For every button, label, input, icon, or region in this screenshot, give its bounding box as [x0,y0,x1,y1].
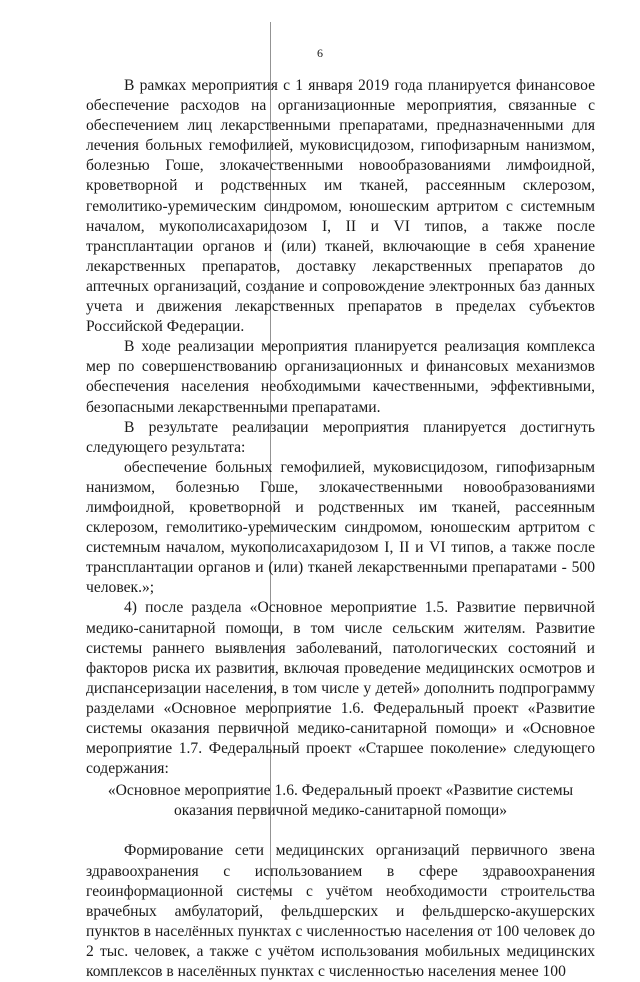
paragraph-result: обеспечение больных гемофилией, муковисцидозом, гипофизарным нанизмом, болезнью Гоше, злокачественными новообразованиями лимфоидной, кроветворной и родственных им тканей, рассеянным склерозом, гемолитико-уремическим синдромом, юношеским артритом с системным началом, мукополисахаридозом I, II и VI типов, а также после трансплантации органов и (или) тканей лекарственными препаратами - 500 человек.»; [86,458,595,597]
section-heading: «Основное мероприятие 1.6. Федеральный проект «Развитие системы оказания первичной медико-санитарной помощи» [107,782,574,820]
paragraph-financing: В рамках мероприятия с 1 января 2019 года планируется финансовое обеспечение расходов на организационные мероприятия, связанные с обеспечением лиц лекарственными препаратами, предназначенными для лечения больных гемофилией, муковисцидозом, гипофизарным нанизмом, болезнью Гоше, злокачественными новообразованиями лимфоидной, кроветворной и родственных им тканей, рассеянным склерозом, гемолитико-уремическим синдромом, юношеским артритом с системным началом, мукополисахаридозом I, II и VI типов, а также после трансплантации органов и (или) тканей, включающие в себя хранение лекарственных препаратов, доставку лекарственных препаратов до аптечных организаций, создание и сопровождение электронных баз данных учета и движения лекарственных препаратов в пределах субъектов Российской Федерации. [86,77,595,336]
document-body [86,76,595,982]
paragraph-result-intro: В результате реализации мероприятия планируется достигнуть следующего результата: [86,418,595,456]
paragraph-network-formation: Формирование сети медицинских организаций первичного звена здравоохранения с использованием в сфере здравоохранения геоинформационной системы с учётом необходимости строительства врачебных амбулаторий, фельдшерских и фельдшерско-акушерских пунктов в населённых пунктах с численностью населения от 100 человек до 2 тыс. человек, а также с учётом использования мобильных медицинских комплексов в населённых пунктах с численностью населения менее 100 [86,842,595,981]
paragraph-amendment: 4) после раздела «Основное мероприятие 1.5. Развитие первичной медико-санитарной помощи, в том числе сельским жителям. Развитие системы раннего выявления заболеваний, патологических состояний и факторов риска их развития, включая проведение медицинских осмотров и диспансеризации населения, в том числе у детей» дополнить подпрограмму разделами «Основное мероприятие 1.6. Федеральный проект «Развитие системы оказания первичной медико-санитарной помощи» и «Основное мероприятие 1.7. Федеральный проект «Старшее поколение» следующего содержания: [86,599,595,778]
page-number: 6 [317,46,323,60]
paragraph-implementation: В ходе реализации мероприятия планируется реализация комплекса мер по совершенствованию организационных и финансовых механизмов обеспечения населения необходимыми качественными, эффективными, безопасными лекарственными препаратами. [86,338,595,416]
